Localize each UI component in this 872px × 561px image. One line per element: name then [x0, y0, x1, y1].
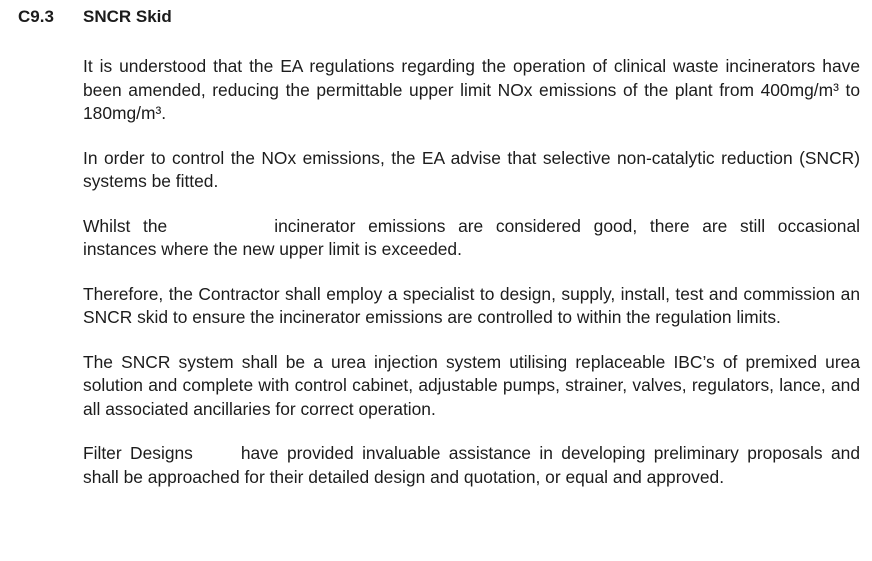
paragraph-sncr-system: The SNCR system shall be a urea injection system utilising replaceable IBC’s of premixed urea solution and complete with control cabinet, adjustable pumps, strainer, valves, regulators, lance, and all associated ancillaries for correct operation. [83, 351, 860, 419]
paragraph-filter-designs-start: Filter Designs [83, 443, 193, 463]
section-title: SNCR Skid [83, 7, 172, 26]
paragraph-emissions-start: Whilst the [83, 215, 168, 236]
section-body [83, 55, 860, 510]
paragraph-filter-designs-end: have provided invaluable assistance in developing preliminary proposals and shall be approached for their detailed design and quotation, or equal and approved. [83, 443, 860, 487]
section-number: C9.3 [18, 7, 54, 26]
paragraph-emissions-end: incinerator emissions are considered good, there are still occasional instances where the new upper limit is exceeded. [83, 215, 860, 259]
paragraph-contractor: Therefore, the Contractor shall employ a specialist to design, supply, install, test and commission an SNCR skid to ensure the incinerator emissions are controlled to within the regulation limits. [83, 283, 860, 327]
section-heading [18, 6, 172, 28]
paragraph-filter-designs [83, 442, 860, 489]
paragraph-emissions [83, 215, 860, 262]
paragraph-regulations: It is understood that the EA regulations regarding the operation of clinical waste incinerators have been amended, reducing the permittable upper limit NOx emissions of the plant from 400mg/m³ to 180mg/m³. [83, 56, 860, 123]
paragraph-nox-control: In order to control the NOx emissions, the EA advise that selective non-catalytic reduction (SNCR) systems be fitted. [83, 147, 860, 191]
